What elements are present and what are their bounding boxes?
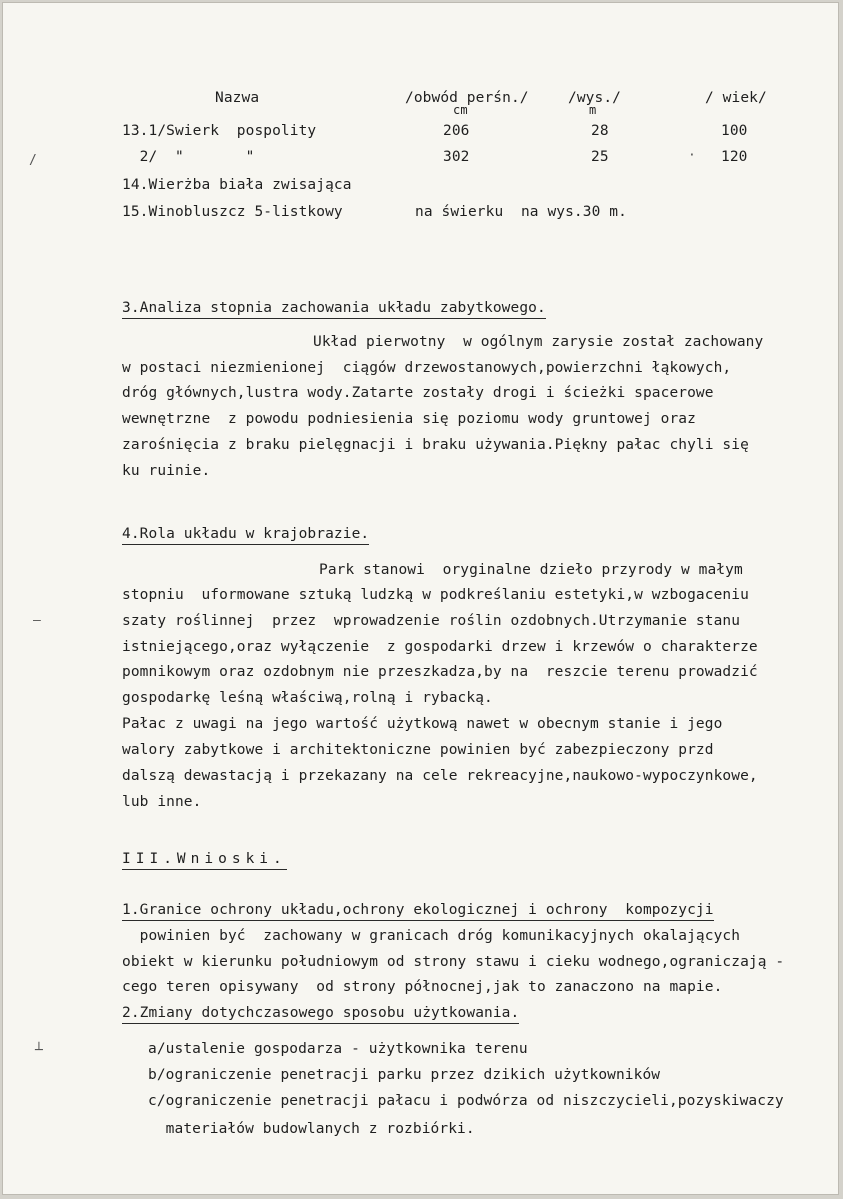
row-2-circumference: 302 bbox=[443, 149, 470, 165]
margin-mark: – bbox=[33, 613, 41, 628]
row-4-name: 15.Winobluszcz 5-listkowy bbox=[122, 204, 343, 220]
header-age: / wiek/ bbox=[705, 90, 767, 106]
section-3-line: dróg głównych,lustra wody.Zatarte zostały drogi i ścieżki spacerowe bbox=[122, 385, 714, 401]
section-iii-item-1-line: powinien być zachowany w granicach dróg komunikacyjnych okalających bbox=[122, 928, 741, 944]
row-1-age: 100 bbox=[721, 123, 748, 139]
header-height: /wys./ bbox=[568, 90, 621, 106]
margin-mark: / bbox=[29, 153, 37, 168]
header-circumference-unit: cm bbox=[453, 103, 468, 117]
section-iii-item-1-line: 1.Granice ochrony układu,ochrony ekologicznej i ochrony kompozycji bbox=[122, 901, 714, 921]
row-3-name: 14.Wierżba biała zwisająca bbox=[122, 177, 352, 193]
section-3-heading: 3.Analiza stopnia zachowania układu zabytkowego. bbox=[122, 299, 546, 319]
row-4-note: na świerku na wys.30 m. bbox=[415, 204, 627, 220]
row-1-name: 13.1/Swierk pospolity bbox=[122, 123, 317, 139]
section-4-line: pomnikowym oraz ozdobnym nie przeszkadza,by na reszcie terenu prowadzić bbox=[122, 664, 758, 680]
section-4-line: istniejącego,oraz wyłączenie z gospodarki drzew i krzewów o charakterze bbox=[122, 639, 758, 655]
section-iii-item-1-line: obiekt w kierunku południowym od strony stawu i cieku wodnego,ograniczają - bbox=[122, 954, 785, 970]
section-4-line: walory zabytkowe i architektoniczne powinien być zabezpieczony przd bbox=[122, 742, 714, 758]
row-2-age: 120 bbox=[721, 149, 748, 165]
row-2-name: 2/ " " bbox=[122, 149, 255, 165]
section-iii-item-2-line: b/ograniczenie penetracji parku przez dzikich użytkowników bbox=[148, 1067, 661, 1083]
section-iii-item-2-heading: 2.Zmiany dotychczasowego sposobu użytkowania. bbox=[122, 1004, 519, 1024]
section-4-line: Park stanowi oryginalne dzieło przyrody w małym bbox=[319, 562, 743, 578]
margin-mark: · bbox=[688, 148, 696, 163]
section-iii-item-2-line: a/ustalenie gospodarza - użytkownika terenu bbox=[148, 1041, 528, 1057]
section-iii-heading: III.Wnioski. bbox=[122, 850, 287, 870]
row-1-height: 28 bbox=[591, 123, 609, 139]
typed-document-page bbox=[2, 2, 839, 1195]
section-3-line: ku ruinie. bbox=[122, 463, 211, 479]
section-4-line: dalszą dewastacją i przekazany na cele rekreacyjne,naukowo-wypoczynkowe, bbox=[122, 768, 758, 784]
header-name: Nazwa bbox=[215, 90, 260, 106]
section-4-line: stopniu uformowane sztuką ludzką w podkreślaniu estetyki,w wzbogaceniu bbox=[122, 587, 749, 603]
section-iii-item-2-line: materiałów budowlanych z rozbiórki. bbox=[148, 1121, 475, 1137]
header-circumference: /obwód perśn./ bbox=[405, 90, 529, 106]
row-1-circumference: 206 bbox=[443, 123, 470, 139]
section-3-line: zarośnięcia z braku pielęgnacji i braku używania.Piękny pałac chyli się bbox=[122, 437, 749, 453]
section-iii-item-1-line: cego teren opisywany od strony północnej,jak to zanaczono na mapie. bbox=[122, 979, 723, 995]
section-4-heading: 4.Rola układu w krajobrazie. bbox=[122, 525, 369, 545]
section-3-line: Układ pierwotny w ogólnym zarysie został zachowany bbox=[313, 334, 764, 350]
section-4-line: lub inne. bbox=[122, 794, 202, 810]
section-4-line: szaty roślinnej przez wprowadzenie roślin ozdobnych.Utrzymanie stanu bbox=[122, 613, 741, 629]
section-4-line: gospodarkę leśną właściwą,rolną i rybacką. bbox=[122, 690, 493, 706]
section-iii-item-2-line: c/ograniczenie penetracji pałacu i podwórza od niszczycieli,pozyskiwaczy bbox=[148, 1093, 784, 1109]
section-3-line: w postaci niezmienionej ciągów drzewostanowych,powierzchni łąkowych, bbox=[122, 360, 732, 376]
section-3-line: wewnętrzne z powodu podniesienia się poziomu wody gruntowej oraz bbox=[122, 411, 696, 427]
section-4-line: Pałac z uwagi na jego wartość użytkową nawet w obecnym stanie i jego bbox=[122, 716, 723, 732]
margin-mark: ┴ bbox=[35, 1043, 43, 1058]
header-height-unit: m bbox=[589, 103, 597, 117]
row-2-height: 25 bbox=[591, 149, 609, 165]
